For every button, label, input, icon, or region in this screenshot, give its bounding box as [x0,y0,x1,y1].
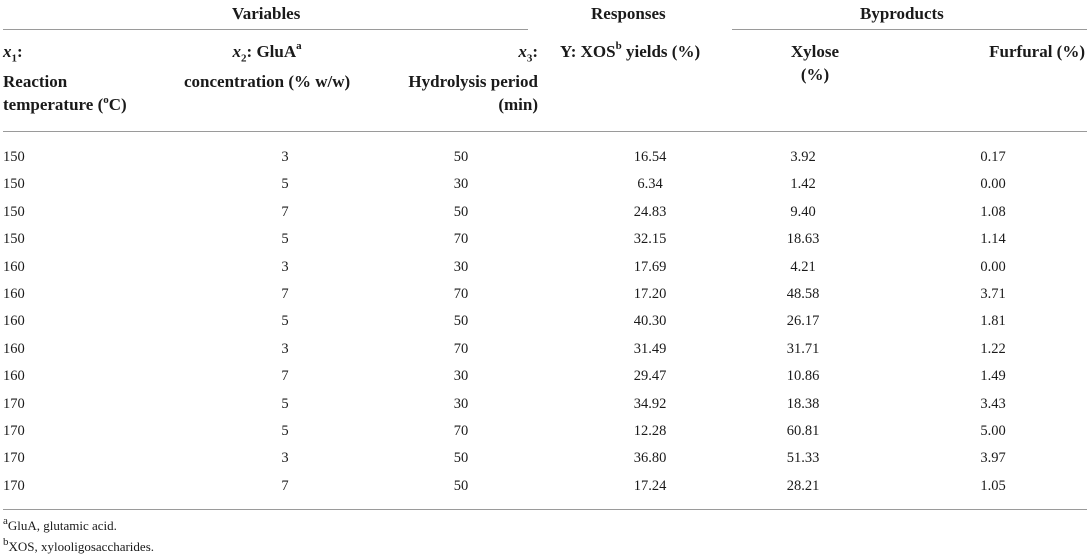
cell-xos-yield: 36.80 [633,450,667,467]
cell-period: 50 [453,203,469,220]
cell-glua: 5 [281,176,289,193]
cell-temperature: 150 [3,149,25,165]
cell-period: 70 [453,286,469,302]
column-header-xylose: Xylose (%) [790,42,840,84]
cell-xos-yield: 40.30 [633,313,667,330]
cell-xylose: 18.38 [786,395,820,412]
cell-xylose: 51.33 [786,450,820,467]
cell-furfural: 1.05 [980,477,1006,494]
cell-period: 50 [453,450,469,467]
cell-xos-yield: 6.34 [637,176,663,193]
column-header-x3: $x_3$: Hydrolysis period (min) [408,42,538,115]
cell-temperature: 170 [3,477,25,494]
cell-furfural: 1.08 [980,203,1006,220]
cell-period: 30 [453,176,469,193]
cell-period: 50 [453,313,469,330]
cell-furfural: 5.00 [980,423,1006,439]
cell-xos-yield: 31.49 [633,340,667,357]
group-rule-variables [3,29,528,30]
column-header-furfural: Furfural (%) [989,42,1085,61]
cell-xylose: 9.40 [790,203,816,220]
cell-glua: 7 [281,286,289,302]
cell-xylose: 28.21 [786,477,820,494]
group-header-byproducts: Byproducts [860,4,944,23]
cell-xylose: 60.81 [786,423,820,439]
cell-xos-yield: 34.92 [633,395,667,412]
cell-furfural: 1.49 [980,368,1006,385]
cell-xylose: 48.58 [786,286,820,302]
cell-period: 30 [453,368,469,385]
cell-xylose: 18.63 [786,231,820,248]
column-header-x1: $x_1$: Reaction temperature ($^o$C) [3,42,127,115]
cell-glua: 3 [281,340,289,357]
cell-xos-yield: 32.15 [633,231,667,248]
footnote-a: $^a$GluA, glutamic acid. [3,514,117,533]
cell-glua: 5 [281,395,289,412]
cell-furfural: 3.43 [980,395,1006,412]
cell-period: 70 [453,231,469,248]
group-rule-byproducts [732,29,1087,30]
cell-period: 50 [453,149,469,165]
cell-xos-yield: 17.24 [633,477,667,494]
cell-glua: 3 [281,258,289,275]
cell-temperature: 160 [3,340,25,357]
cell-period: 70 [453,423,469,439]
column-header-x2: $x_2$: GluA$^a$ concentration (% w/w) [184,40,351,92]
cell-glua: 5 [281,231,289,248]
cell-temperature: 160 [3,368,25,385]
cell-furfural: 3.71 [980,286,1006,302]
table-bottom-rule [3,509,1087,510]
cell-temperature: 150 [3,203,25,220]
cell-furfural: 0.00 [980,176,1006,193]
cell-glua: 3 [281,149,289,165]
cell-temperature: 170 [3,395,25,412]
cell-temperature: 150 [3,176,25,193]
cell-furfural: 0.17 [980,149,1006,165]
cell-furfural: 1.14 [980,231,1006,248]
cell-xylose: 31.71 [786,340,820,357]
cell-xylose: 3.92 [790,149,816,165]
cell-glua: 5 [281,423,289,439]
cell-temperature: 170 [3,450,25,467]
cell-xylose: 1.42 [790,176,816,193]
cell-period: 30 [453,258,469,275]
group-header-variables: Variables [232,4,301,23]
cell-glua: 3 [281,450,289,467]
cell-xylose: 4.21 [790,258,816,275]
cell-period: 70 [453,340,469,357]
cell-glua: 7 [281,203,289,220]
cell-furfural: 3.97 [980,450,1006,467]
cell-temperature: 160 [3,258,25,275]
footnote-b: $^b$XOS, xylooligosaccharides. [3,535,155,554]
column-header-xos-yields: Y: XOS$^b$ yields (%) [560,40,701,61]
header-rule [3,131,1087,132]
cell-temperature: 150 [3,231,25,248]
cell-xylose: 26.17 [786,313,820,330]
cell-xos-yield: 12.28 [633,423,667,439]
cell-period: 50 [453,477,469,494]
cell-xos-yield: 29.47 [633,368,667,385]
cell-glua: 5 [281,313,289,330]
cell-glua: 7 [281,477,289,494]
cell-xos-yield: 17.69 [633,258,667,275]
cell-xos-yield: 16.54 [633,149,667,165]
cell-xylose: 10.86 [786,368,820,385]
cell-xos-yield: 24.83 [633,203,667,220]
group-header-responses: Responses [591,4,666,23]
cell-glua: 7 [281,368,289,385]
cell-temperature: 160 [3,313,25,330]
cell-furfural: 1.22 [980,340,1006,357]
cell-period: 30 [453,395,469,412]
cell-temperature: 170 [3,423,25,439]
cell-temperature: 160 [3,286,25,302]
cell-xos-yield: 17.20 [633,286,667,302]
cell-furfural: 0.00 [980,258,1006,275]
cell-furfural: 1.81 [980,313,1006,330]
